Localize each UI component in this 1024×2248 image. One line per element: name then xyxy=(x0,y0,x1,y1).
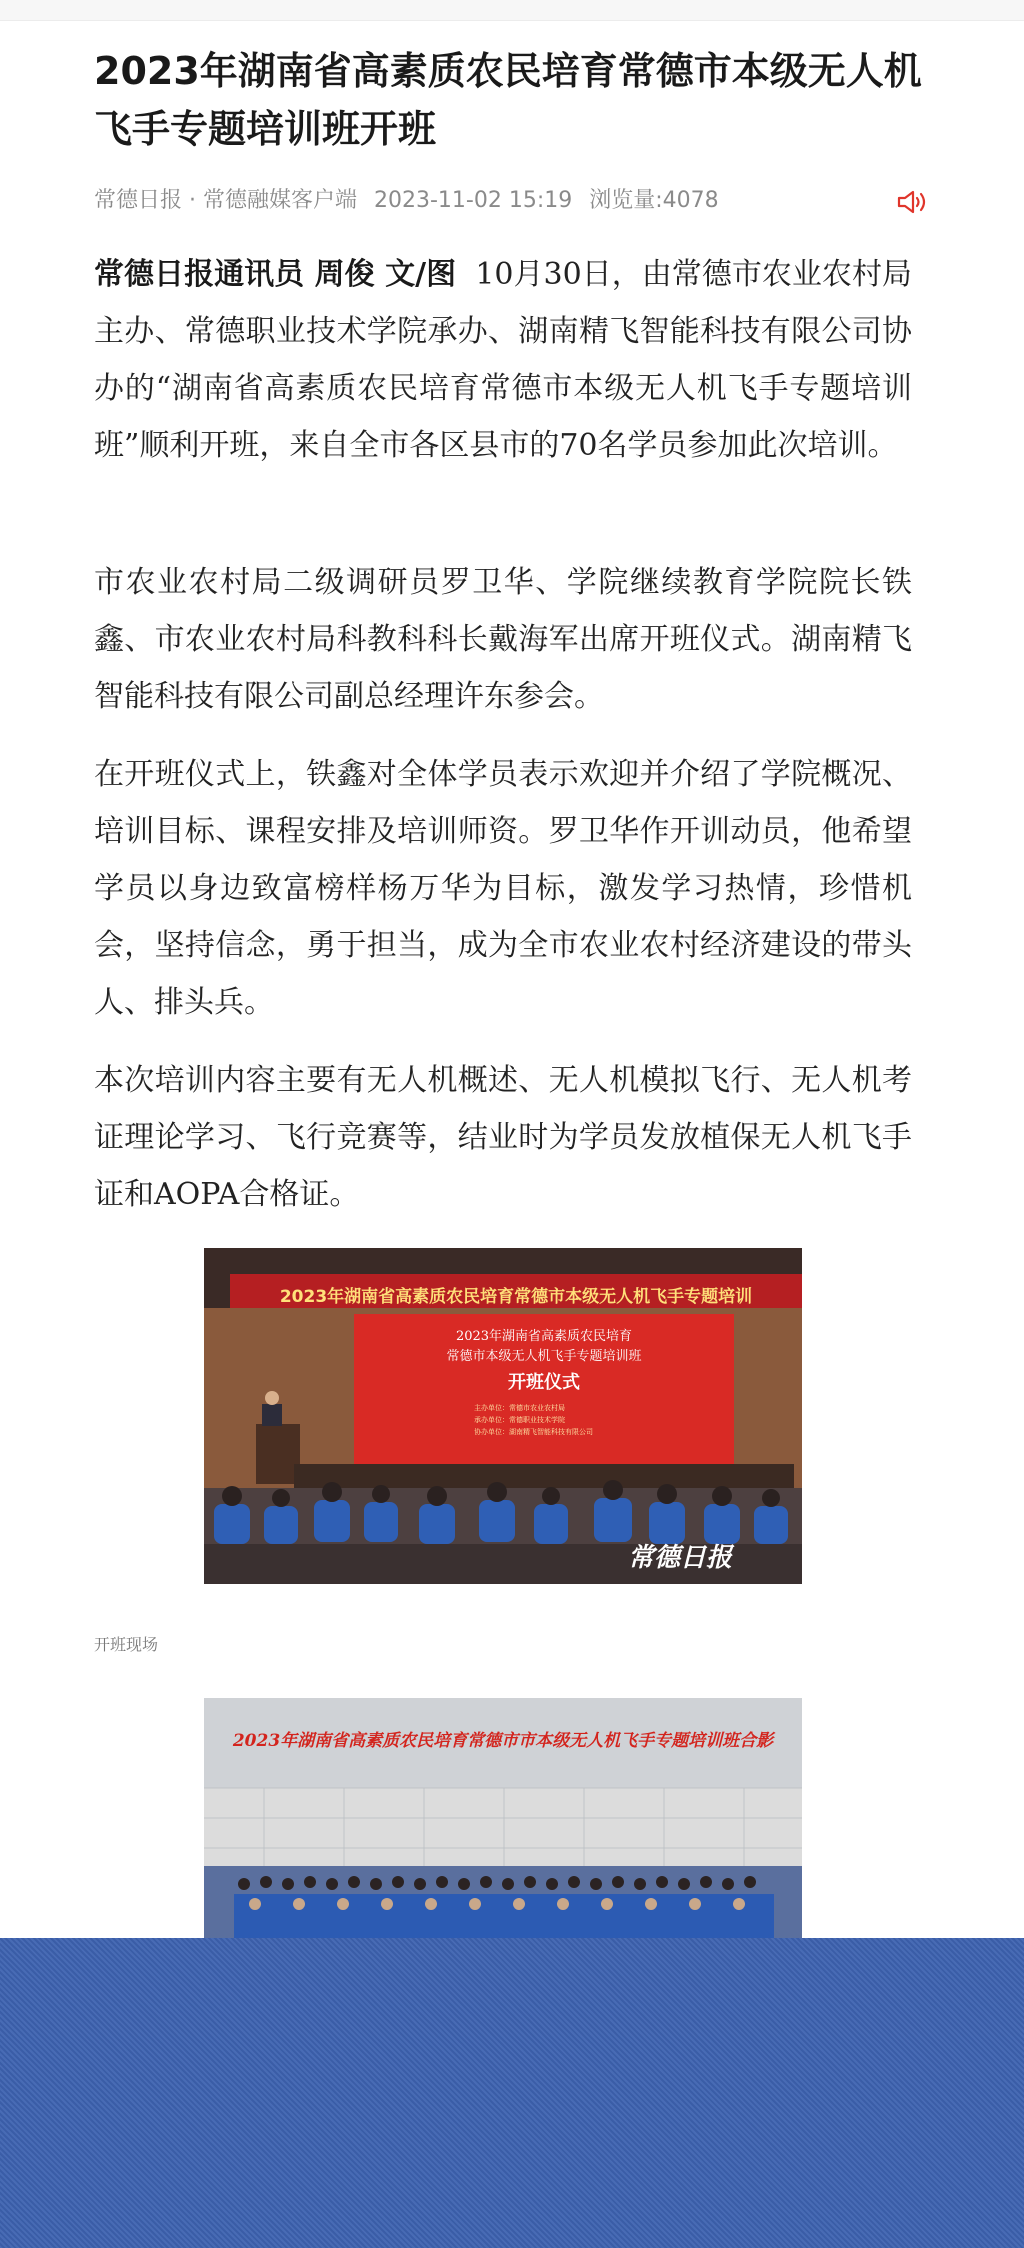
watermark-text: 常德日报 xyxy=(627,1543,733,1573)
screen-small-2: 承办单位：常德职业技术学院 xyxy=(474,1416,565,1424)
article-datetime: 2023-11-02 15:19 xyxy=(373,188,573,213)
paragraph-1-text: 10月30日，由常德市农业农村局主办、常德职业技术学院承办、湖南精飞智能科技有限公司协办的“湖南省高素质农民培育常德市本级无人机飞手专题培训班”顺利开班，来自全市各区县市的70名学员参加此次培训。 xyxy=(94,257,912,463)
group-photo-image xyxy=(204,1698,802,1938)
article-paragraph-3: 在开班仪式上，铁鑫对全体学员表示欢迎并介绍了学院概况、培训目标、课程安排及培训师资。罗卫华作开训动员，他希望学员以身边致富榜样杨万华为目标，激发学习热情，珍惜机会，坚持信念，勇于担当，成为全市农业农村经济建设的带头人、排头兵。 xyxy=(94,757,912,1020)
ceremony-photo[interactable] xyxy=(204,1248,802,1584)
article-source: 常德日报 · 常德融媒客户端 xyxy=(94,188,357,213)
screen-line-3: 开班仪式 xyxy=(508,1372,580,1393)
article-views: 浏览量:4078 xyxy=(589,188,719,213)
group-photo[interactable] xyxy=(204,1698,802,1938)
article-title: 2023年湖南省高素质农民培育常德市本级无人机飞手专题培训班开班 xyxy=(94,49,922,151)
article-paragraph-1 xyxy=(94,246,912,474)
screen-small-1: 主办单位：常德市农业农村局 xyxy=(474,1404,565,1412)
speaker-icon[interactable] xyxy=(896,188,930,216)
screen-small-3: 协办单位：湖南精飞智能科技有限公司 xyxy=(474,1428,593,1436)
article-paragraph-4: 本次培训内容主要有无人机概述、无人机模拟飞行、无人机考证理论学习、飞行竞赛等，结业时为学员发放植保无人机飞手证和AOPA合格证。 xyxy=(94,1063,912,1212)
bottom-overlay-panel xyxy=(0,1938,1024,2248)
article-byline: 常德日报通讯员 周俊 文/图 xyxy=(94,257,457,292)
article-meta xyxy=(94,186,930,216)
ceremony-banner-text: 2023年湖南省高素质农民培育常德市本级无人机飞手专题培训 xyxy=(279,1287,753,1307)
photo-caption: 开班现场 xyxy=(94,1635,159,1654)
screen-line-1: 2023年湖南省高素质农民培育 xyxy=(455,1329,633,1344)
article-paragraph-2: 市农业农村局二级调研员罗卫华、学院继续教育学院院长铁鑫、市农业农村局科教科科长戴海军出席开班仪式。湖南精飞智能科技有限公司副总经理许东参会。 xyxy=(94,565,912,714)
group-banner-text: 2023年湖南省高素质农民培育常德市市本级无人机飞手专题培训班合影 xyxy=(232,1731,774,1751)
screen-line-2: 常德市本级无人机飞手专题培训班 xyxy=(446,1349,642,1364)
ceremony-photo-image xyxy=(204,1248,802,1584)
status-bar xyxy=(0,0,1024,21)
